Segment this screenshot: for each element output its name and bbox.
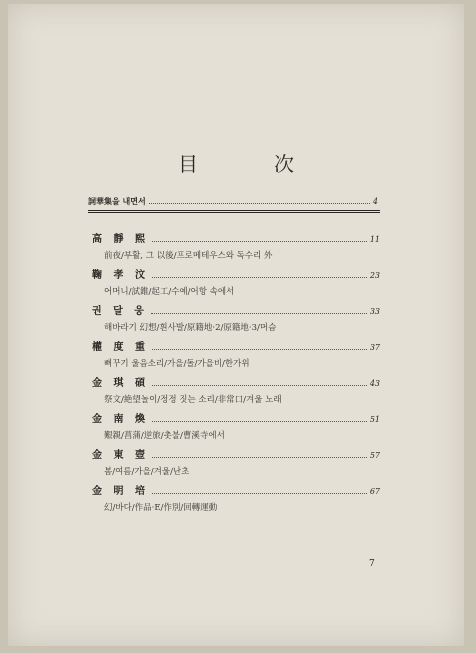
divider-rule [88, 210, 380, 211]
author-name: 金 南 煥 [92, 414, 149, 425]
work-titles: 뻐꾸기 울음소리/가을/돌/가을비/한가위 [104, 359, 250, 369]
contents-entry [92, 302, 380, 338]
work-titles: 艱親/菖蒲/逆旅/촛불/曹溪寺에서 [104, 431, 225, 441]
contents-entry [92, 374, 380, 410]
author-name: 鞠 孝 汶 [92, 270, 149, 281]
contents-entry [92, 410, 380, 446]
author-name: 高 靜 熙 [92, 234, 149, 245]
work-titles: 祭文/絶望놀이/정정 짓는 소리/非常口/겨울 노래 [104, 395, 282, 405]
work-titles: 前夜/부활, 그 以後/프로메테우스와 독수리 外 [104, 251, 273, 261]
leader-dots [152, 271, 367, 278]
contents-list [92, 230, 380, 518]
page-number: 11 [369, 235, 380, 244]
preface-entry [88, 196, 378, 207]
page-number: 67 [369, 487, 380, 496]
leader-dots [151, 307, 367, 314]
author-name: 權 度 重 [92, 342, 149, 353]
contents-entry [92, 446, 380, 482]
contents-entry [92, 338, 380, 374]
work-titles: 봄/여름/가을/겨울/난초 [104, 467, 190, 477]
leader-dots [152, 343, 367, 350]
divider-rule [88, 212, 380, 213]
author-name: 金 明 培 [92, 486, 149, 497]
page-number: 37 [369, 343, 380, 352]
contents-entry [92, 230, 380, 266]
leader-dots [152, 487, 367, 494]
page-number: 51 [369, 415, 380, 424]
page-title: 目 次 [178, 152, 322, 176]
leader-dots [152, 235, 367, 242]
page-number: 57 [369, 451, 380, 460]
work-titles: 해바라기 幻想/흰사발/原籍地·2/原籍地·3/머슴 [104, 323, 277, 333]
leader-dots [152, 451, 367, 458]
work-titles: 幻/바다/作品·E/作別/回轉運動 [104, 503, 218, 513]
page-number: 43 [369, 379, 380, 388]
author-name: 金 琪 碩 [92, 378, 149, 389]
page-number: 33 [369, 307, 380, 316]
work-titles: 어머니/試錐/起工/수예/어항 속에서 [104, 287, 235, 297]
author-name: 권 달 웅 [92, 306, 148, 317]
contents-entry [92, 266, 380, 302]
leader-dots [149, 197, 370, 204]
book-page [8, 4, 464, 646]
leader-dots [152, 415, 367, 422]
author-name: 金 東 壺 [92, 450, 149, 461]
page-number: 23 [369, 271, 380, 280]
contents-entry [92, 482, 380, 518]
preface-label: 詞華集을 내면서 [88, 196, 146, 206]
page-folio-number: 7 [369, 559, 375, 569]
preface-page-number: 4 [372, 197, 378, 206]
leader-dots [152, 379, 367, 386]
